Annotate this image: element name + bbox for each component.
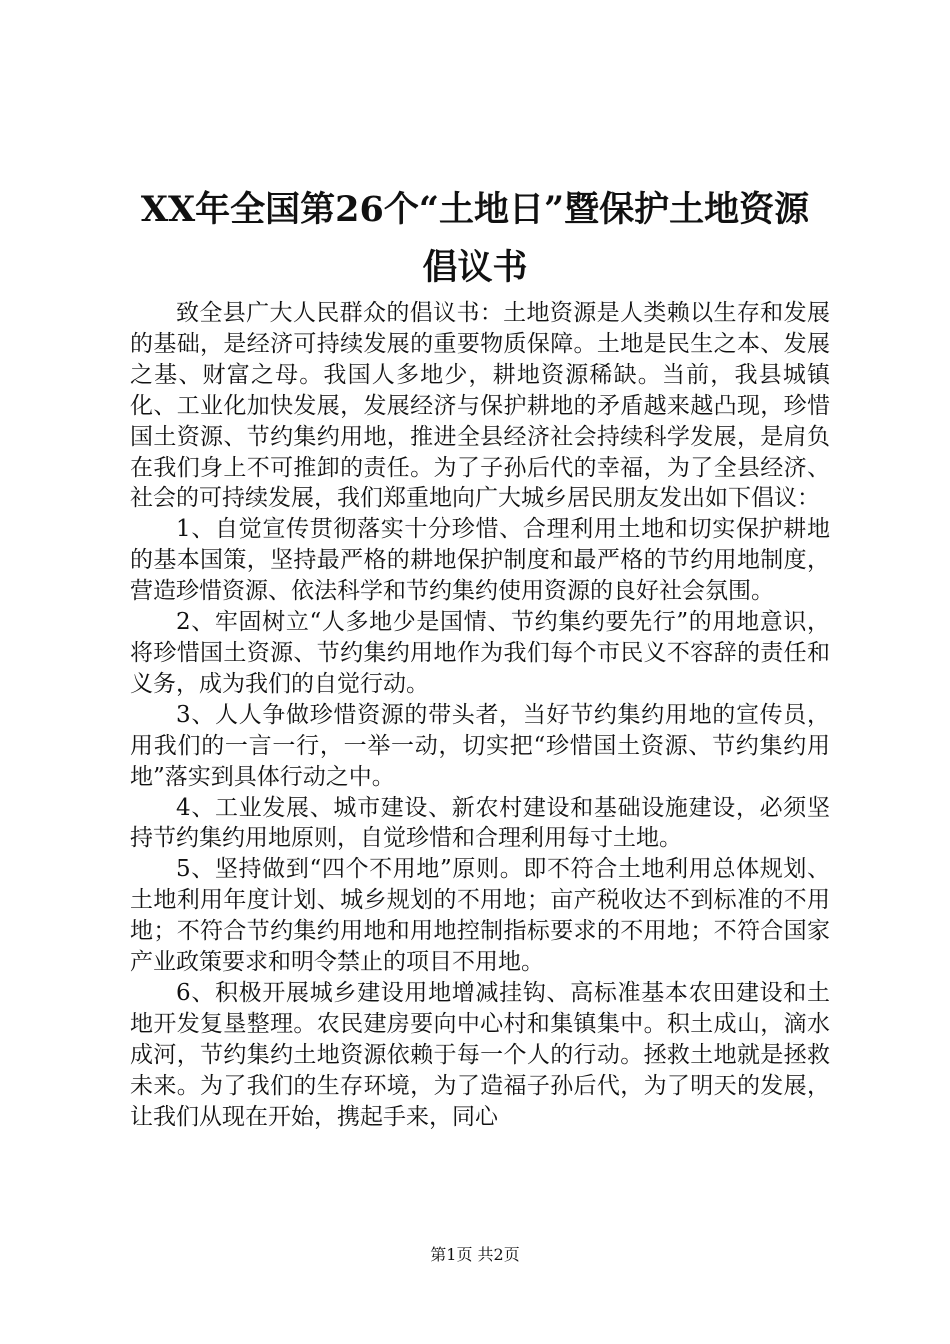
document-body <box>130 298 830 1132</box>
body-paragraph-item-4: 4、工业发展、城市建设、新农村建设和基础设施建设，必须坚持节约集约用地原则，自觉珍惜和合理利用每寸土地。 <box>130 794 830 852</box>
body-paragraph-item-3: 3、人人争做珍惜资源的带头者，当好节约集约用地的宣传员，用我们的一言一行，一举一动，切实把“珍惜国土资源、节约集约用地”落实到具体行动之中。 <box>130 701 830 790</box>
page-number-footer: 第1页 共2页 <box>430 1245 520 1264</box>
body-paragraph-intro: 致全县广大人民群众的倡议书：土地资源是人类赖以生存和发展的基础，是经济可持续发展的重要物质保障。土地是民生之本、发展之基、财富之母。我国人多地少，耕地资源稀缺。当前，我县城镇化、工业化加快发展，发展经济与保护耕地的矛盾越来越凸现，珍惜国土资源、节约集约用地，推进全县经济社会持续科学发展，是肩负在我们身上不可推卸的责任。为了子孙后代的幸福，为了全县经济、社会的可持续发展，我们郑重地向广大城乡居民朋友发出如下倡议： <box>130 300 830 512</box>
body-paragraph-item-5: 5、坚持做到“四个不用地”原则。即不符合土地利用总体规划、土地利用年度计划、城乡规划的不用地；亩产税收达不到标准的不用地；不符合节约集约用地和用地控制指标要求的不用地；不符合国家产业政策要求和明令禁止的项目不用地。 <box>130 856 830 976</box>
document-title-line-2: 倡议书 <box>422 247 528 288</box>
body-paragraph-item-2: 2、牢固树立“人多地少是国情、节约集约要先行”的用地意识，将珍惜国土资源、节约集约用地作为我们每个市民义不容辞的责任和义务，成为我们的自觉行动。 <box>130 609 830 697</box>
document-title-line-1: XX年全国第26个“土地日”暨保护土地资源 <box>140 189 810 230</box>
body-paragraph-item-1: 1、自觉宣传贯彻落实十分珍惜、合理利用土地和切实保护耕地的基本国策，坚持最严格的耕地保护制度和最严格的节约用地制度，营造珍惜资源、依法科学和节约集约使用资源的良好社会氛围。 <box>130 516 830 605</box>
body-paragraph-item-6: 6、积极开展城乡建设用地增减挂钩、高标准基本农田建设和土地开发复垦整理。农民建房要向中心村和集镇集中。积土成山，滴水成河，节约集约土地资源依赖于每一个人的行动。拯救土地就是拯救未来。为了我们的生存环境，为了造福子孙后代，为了明天的发展，让我们从现在开始，携起手来，同心 <box>130 979 830 1130</box>
